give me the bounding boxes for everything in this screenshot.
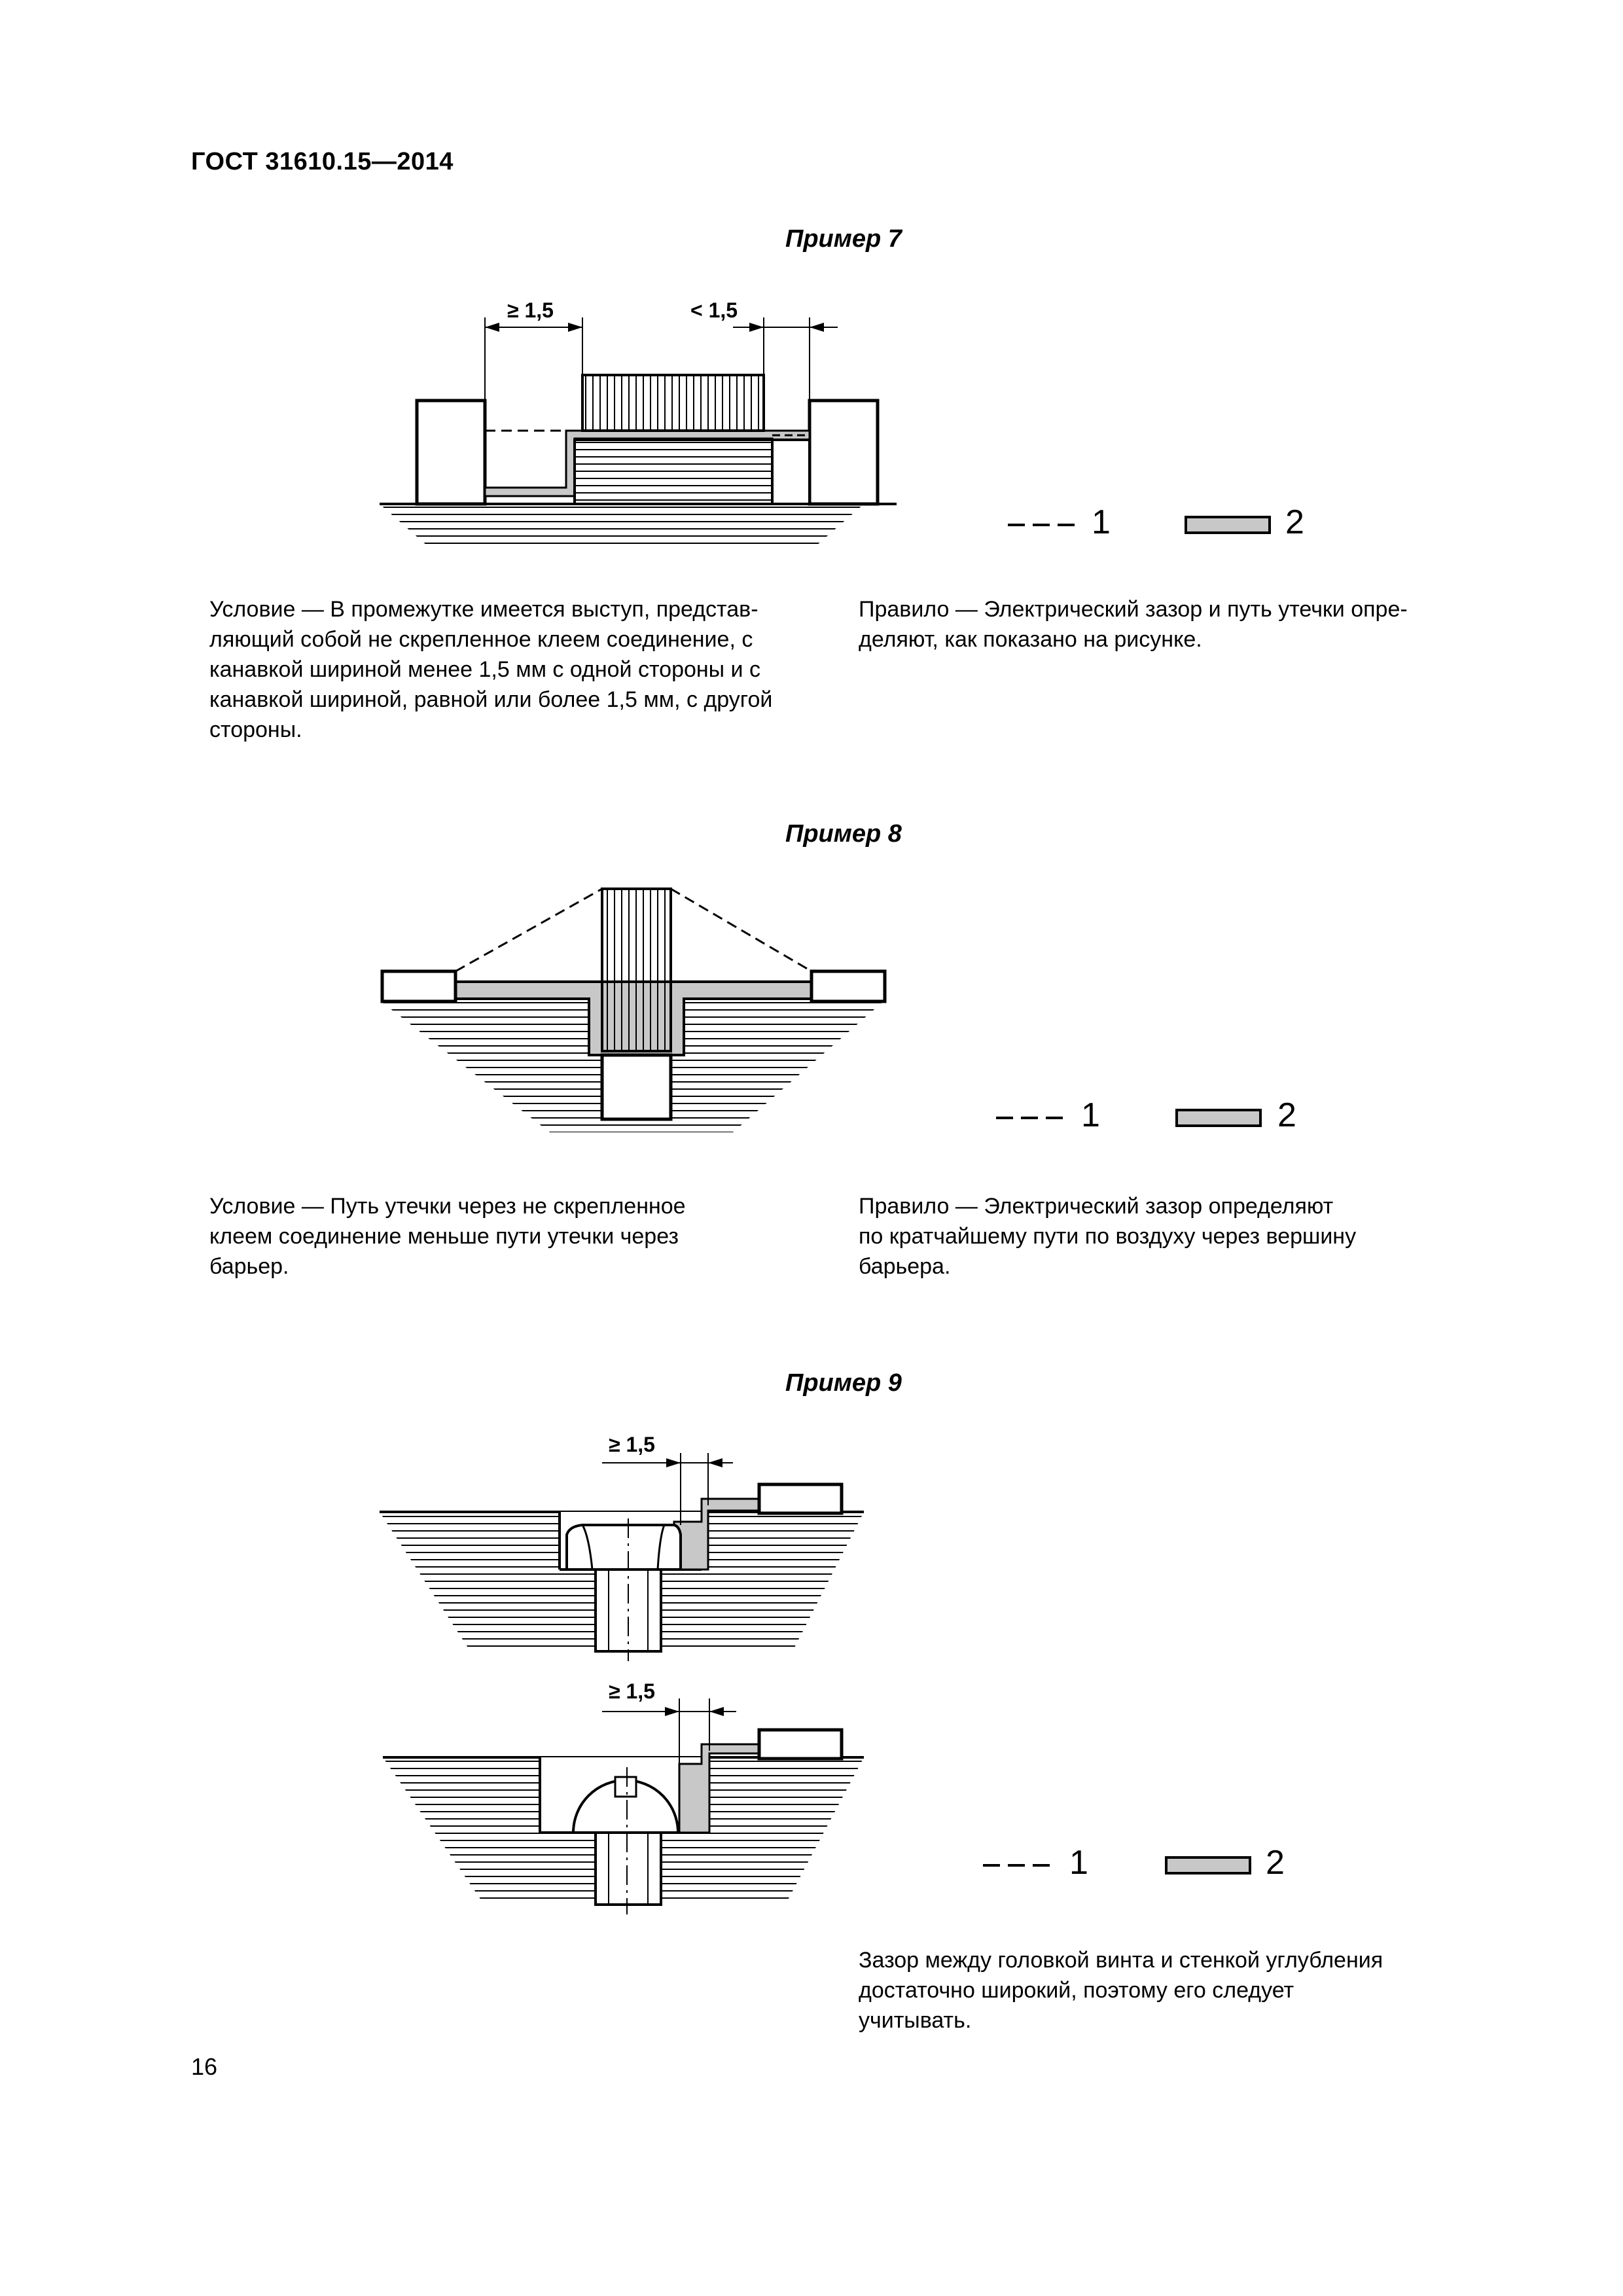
example-8-legend-label-2: 2: [1277, 1096, 1296, 1134]
example-9-note: Зазор между головкой винта и стенкой углубления достаточно широкий, поэтому его следует учитывать.: [859, 1948, 1383, 2033]
example-9-figure-hex-bolt: [366, 1427, 877, 1662]
example-8-condition: Условие — Путь утечки через не скрепленное клеем соединение меньше пути утечки через барьер.: [209, 1194, 686, 1279]
example-7-condition: Условие — В промежутке имеется выступ, представ- ляющий собой не скрепленное клеем соединение, с канавкой шириной менее 1,5 мм с одной стороны и с канавкой шириной, равной или более 1,5 мм, с другой стороны.: [209, 597, 773, 742]
example-8-figure: [366, 877, 903, 1139]
example-7-title: Пример 7: [785, 225, 902, 253]
standard-header: ГОСТ 31610.15—2014: [191, 148, 454, 175]
example-8-legend-dashed: [996, 1111, 1068, 1124]
example-8-title: Пример 8: [785, 820, 902, 848]
example-7-legend-label-2: 2: [1285, 503, 1304, 541]
page-number: 16: [191, 2053, 218, 2080]
example-7-rule: Правило — Электрический зазор и путь утечки опре- деляют, как показано на рисунке.: [859, 597, 1408, 652]
example-9-figure-round-screw: [366, 1679, 877, 1914]
example-7-dim-left: ≥ 1,5: [507, 298, 554, 322]
example-9-legend-fill: [1165, 1856, 1251, 1876]
example-9-dim-bottom: ≥ 1,5: [609, 1679, 655, 1703]
example-7-dim-right: < 1,5: [690, 298, 738, 322]
example-9-title: Пример 9: [785, 1369, 902, 1397]
example-7-figure: [366, 288, 942, 563]
example-8-legend-label-1: 1: [1081, 1096, 1100, 1134]
example-7-legend-dashed: [1008, 518, 1080, 531]
example-9-legend-dashed: [983, 1859, 1055, 1872]
example-9-dim-top: ≥ 1,5: [609, 1433, 655, 1456]
example-9-legend-label-1: 1: [1069, 1844, 1088, 1882]
example-8-legend-fill: [1175, 1109, 1262, 1128]
example-7-legend-label-1: 1: [1092, 503, 1111, 541]
example-7-legend-fill: [1185, 516, 1271, 535]
example-9-legend-label-2: 2: [1266, 1844, 1285, 1882]
example-8-rule: Правило — Электрический зазор определяют по кратчайшему пути по воздуху через вершину барьера.: [859, 1194, 1357, 1279]
